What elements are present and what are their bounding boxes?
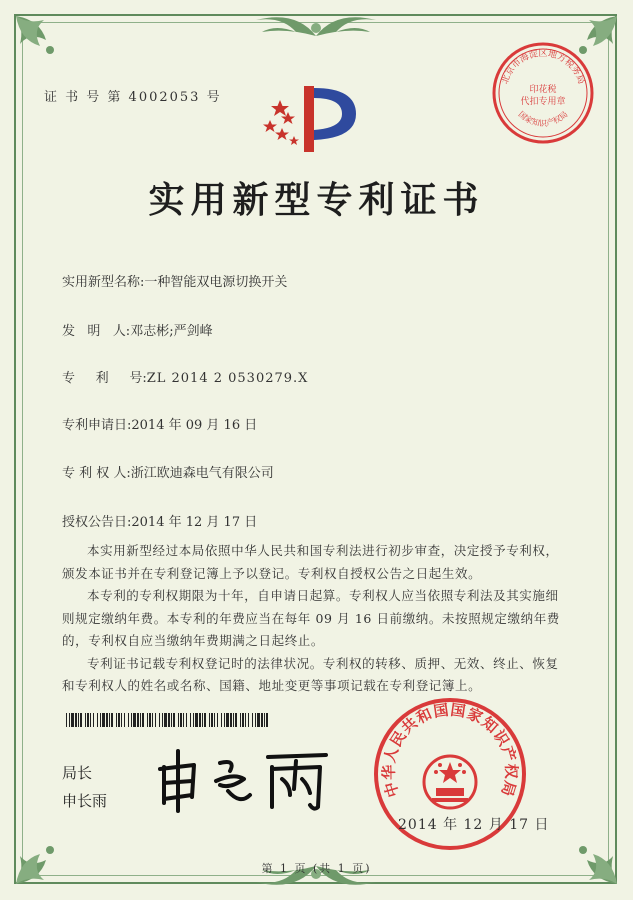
field-label: 专利申请日: [62, 418, 132, 433]
tax-seal-bottom-text: 国家知识产权局 [516, 109, 570, 128]
field-label: 发 明 人: [62, 324, 131, 339]
certificate-number-value: 4002053 [128, 90, 201, 105]
field-utility-model-name [62, 271, 287, 290]
logo-p-icon [314, 88, 356, 140]
logo-stars-icon [263, 100, 299, 145]
certificate-number-suffix: 号 [206, 90, 222, 105]
main-seal-ring-text: 中华人民共和国国家知识产权局 [379, 700, 521, 800]
certificate-number [44, 86, 222, 105]
field-label: 专 利 号: [62, 371, 147, 386]
field-label: 授权公告日: [62, 515, 132, 530]
body-paragraph-3: 专利证书记载专利权登记时的法律状况。专利权的转移、质押、无效、终止、恢复和专利权人的姓名或名称、国籍、地址变更等事项记载在专利登记簿上。 [62, 655, 559, 693]
field-value: 浙江欧迪森电气有限公司 [130, 466, 274, 481]
director-name: 申长雨 [62, 792, 108, 810]
tax-seal-stamp [490, 40, 596, 146]
certificate-body [62, 540, 560, 698]
svg-text:国家知识产权局 [517, 110, 570, 128]
page-number: 第 1 页 (共 1 页) [261, 862, 372, 875]
body-paragraph-2: 本专利的专利权期限为十年，自申请日起算。专利权人应当依照专利法及其实施细则规定缴纳年费。本专利的年费应当在每年 09 月 16 日前缴纳。未按照规定缴纳年费的，专利权自应当缴纳年费期满之日起终止。 [62, 588, 560, 648]
field-label: 专 利 权 人: [62, 466, 131, 481]
certificate-number-prefix: 证 书 号 第 [44, 90, 123, 105]
certificate-title: 实用新型专利证书 [148, 179, 485, 221]
corner-ornament-bottom-left [10, 820, 80, 890]
field-value: 一种智能双电源切换开关 [144, 275, 288, 290]
corner-ornament-top-left [10, 10, 80, 80]
field-value: 2014 年 09 月 16 日 [131, 418, 258, 433]
field-value: 邓志彬;严剑峰 [130, 324, 213, 339]
corner-ornament-bottom-right [553, 820, 623, 890]
barcode [66, 713, 270, 727]
field-patent-number [62, 367, 308, 386]
top-center-ornament [236, 6, 396, 46]
field-label: 实用新型名称: [62, 275, 145, 290]
director-title: 局长 [62, 764, 93, 782]
tax-seal-line1: 印花税 [529, 85, 557, 95]
director-signature [150, 745, 340, 815]
field-patentee [62, 462, 274, 481]
field-value: 2014 年 12 月 17 日 [131, 515, 258, 530]
field-grant-date [62, 511, 257, 530]
tax-seal-ring-text: 北京市海淀区地方税务局 [500, 49, 586, 86]
field-value: ZL 2014 2 0530279.X [146, 371, 309, 386]
svg-text:中华人民共和国国家知识产权局 [380, 701, 520, 799]
field-inventor [62, 320, 213, 339]
seal-date: 2014 年 12 月 17 日 [398, 817, 550, 833]
field-application-date [62, 414, 257, 433]
body-paragraph-1: 本实用新型经过本局依照中华人民共和国专利法进行初步审查，决定授予专利权，颁发本证书并在专利登记簿上予以登记。专利权自授权公告之日起生效。 [62, 543, 559, 581]
patent-office-logo [258, 78, 366, 158]
tax-seal-line2: 代扣专用章 [520, 97, 566, 107]
national-emblem-icon [424, 756, 476, 808]
logo-bar-icon [304, 86, 314, 152]
